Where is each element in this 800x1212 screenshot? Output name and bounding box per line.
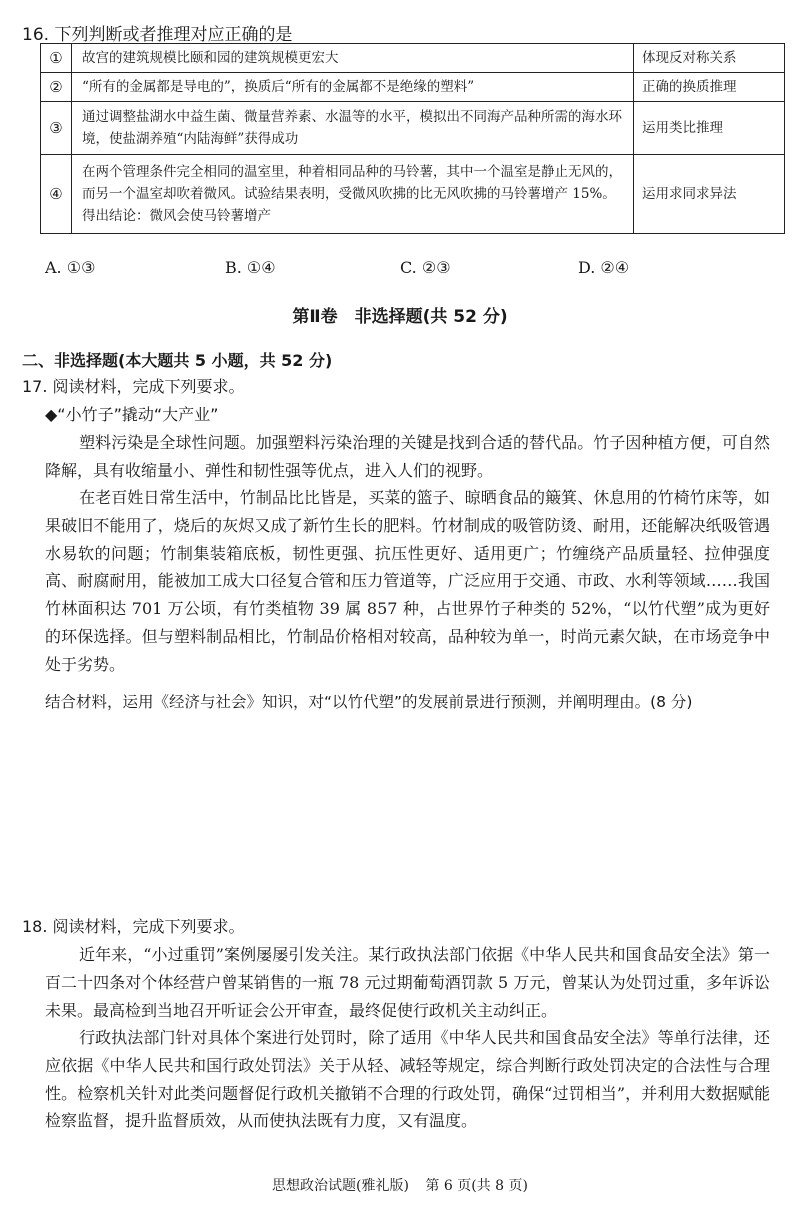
choice-c: C. ②③ bbox=[400, 258, 451, 277]
question-17-heading: 17. 阅读材料，完成下列要求。 bbox=[22, 377, 245, 396]
paragraph-text: 在老百姓日常生活中，竹制品比比皆是，买菜的篮子、晾晒食品的簸箕、休息用的竹椅竹床等，如果破旧不能用了，烧后的灰烬又成了新竹生长的肥料。竹材制成的吸管防烫、耐用，还能解决纸吸管遇水易软的问题；竹制集装箱底板，韧性更强、抗压性更好、适用更广；竹缠绕产品质量轻、拉伸强度高、耐腐耐用，能被加工成大口径复合管和压力管道等，广泛应用于交通、市政、水利等领域……我国竹林面积达 701 万公顷，有竹类植物 39 属 857 种，占世界竹子种类的 52%，“以竹代塑”成为更好的环保选择。但与塑料制品相比，竹制品价格相对较高，品种较为单一，时尚元素欠缺，在市场竞争中处于劣势。 bbox=[45, 488, 770, 674]
question-17-paragraph-1 bbox=[45, 429, 770, 485]
row-content: 在两个管理条件完全相同的温室里，种着相同品种的马铃薯，其中一个温室是静止无风的，而另一个温室却吹着微风。试验结果表明，受微风吹拂的比无风吹拂的马铃薯增产 15%。得出结论：微风会使马铃薯增产 bbox=[72, 155, 634, 234]
question-18-paragraph-1 bbox=[45, 941, 770, 1024]
section-2-title: 第Ⅱ卷 非选择题(共 52 分) bbox=[292, 307, 508, 327]
question-16-table bbox=[40, 43, 785, 234]
question-18-paragraph-2 bbox=[45, 1024, 770, 1135]
question-17-subheading: ◆“小竹子”撬动“大产业” bbox=[45, 405, 219, 424]
table-row bbox=[41, 73, 785, 102]
paragraph-text: 近年来，“小过重罚”案例屡屡引发关注。某行政执法部门依据《中华人民共和国食品安全法》第一百二十四条对个体经营户曾某销售的一瓶 78 元过期葡萄酒罚款 5 万元，曾某认为处罚过重，多年诉讼未果。最高检到当地召开听证会公开审查，最终促使行政机关主动纠正。 bbox=[45, 945, 770, 1020]
row-content: “所有的金属都是导电的”，换质后“所有的金属都不是绝缘的塑料” bbox=[72, 73, 634, 102]
choice-a: A. ①③ bbox=[45, 258, 96, 277]
row-judgement: 运用类比推理 bbox=[634, 102, 785, 155]
row-number: ① bbox=[41, 44, 72, 73]
page-number: 第 6 页(共 8 页) bbox=[425, 1178, 528, 1194]
question-17-paragraph-2 bbox=[45, 484, 770, 679]
table-row bbox=[41, 155, 785, 234]
question-18-heading: 18. 阅读材料，完成下列要求。 bbox=[22, 917, 245, 936]
question-16-title: 16. 下列判断或者推理对应正确的是 bbox=[22, 25, 293, 45]
row-number: ④ bbox=[41, 155, 72, 234]
row-number: ③ bbox=[41, 102, 72, 155]
paragraph-text: 行政执法部门针对具体个案进行处罚时，除了适用《中华人民共和国食品安全法》等单行法律，还应依据《中华人民共和国行政处罚法》关于从轻、减轻等规定，综合判断行政处罚决定的合法性与合理性。检察机关针对此类问题督促行政机关撤销不合理的行政处罚，确保“过罚相当”，并利用大数据赋能检察监督，提升监督质效，从而使执法既有力度，又有温度。 bbox=[45, 1028, 770, 1131]
row-judgement: 正确的换质推理 bbox=[634, 73, 785, 102]
choice-d: D. ②④ bbox=[578, 258, 630, 277]
paragraph-text: 塑料污染是全球性问题。加强塑料污染治理的关键是找到合适的替代品。竹子因种植方便，可自然降解，具有收缩量小、弹性和韧性强等优点，进入人们的视野。 bbox=[45, 433, 770, 480]
page-footer bbox=[0, 1175, 800, 1195]
part-2-heading: 二、非选择题(本大题共 5 小题，共 52 分) bbox=[22, 351, 333, 370]
row-content: 故宫的建筑规模比颐和园的建筑规模更宏大 bbox=[72, 44, 634, 73]
choice-b: B. ①④ bbox=[225, 258, 276, 277]
row-judgement: 体现反对称关系 bbox=[634, 44, 785, 73]
table-row bbox=[41, 44, 785, 73]
question-17-task: 结合材料，运用《经济与社会》知识，对“以竹代塑”的发展前景进行预测，并阐明理由。(8 分) bbox=[45, 693, 693, 711]
table-row bbox=[41, 102, 785, 155]
row-content: 通过调整盐湖水中益生菌、微量营养素、水温等的水平，模拟出不同海产品种所需的海水环境，使盐湖养殖“内陆海鲜”获得成功 bbox=[72, 102, 634, 155]
row-judgement: 运用求同求异法 bbox=[634, 155, 785, 234]
row-number: ② bbox=[41, 73, 72, 102]
exam-name: 思想政治试题(雅礼版) bbox=[272, 1178, 409, 1194]
